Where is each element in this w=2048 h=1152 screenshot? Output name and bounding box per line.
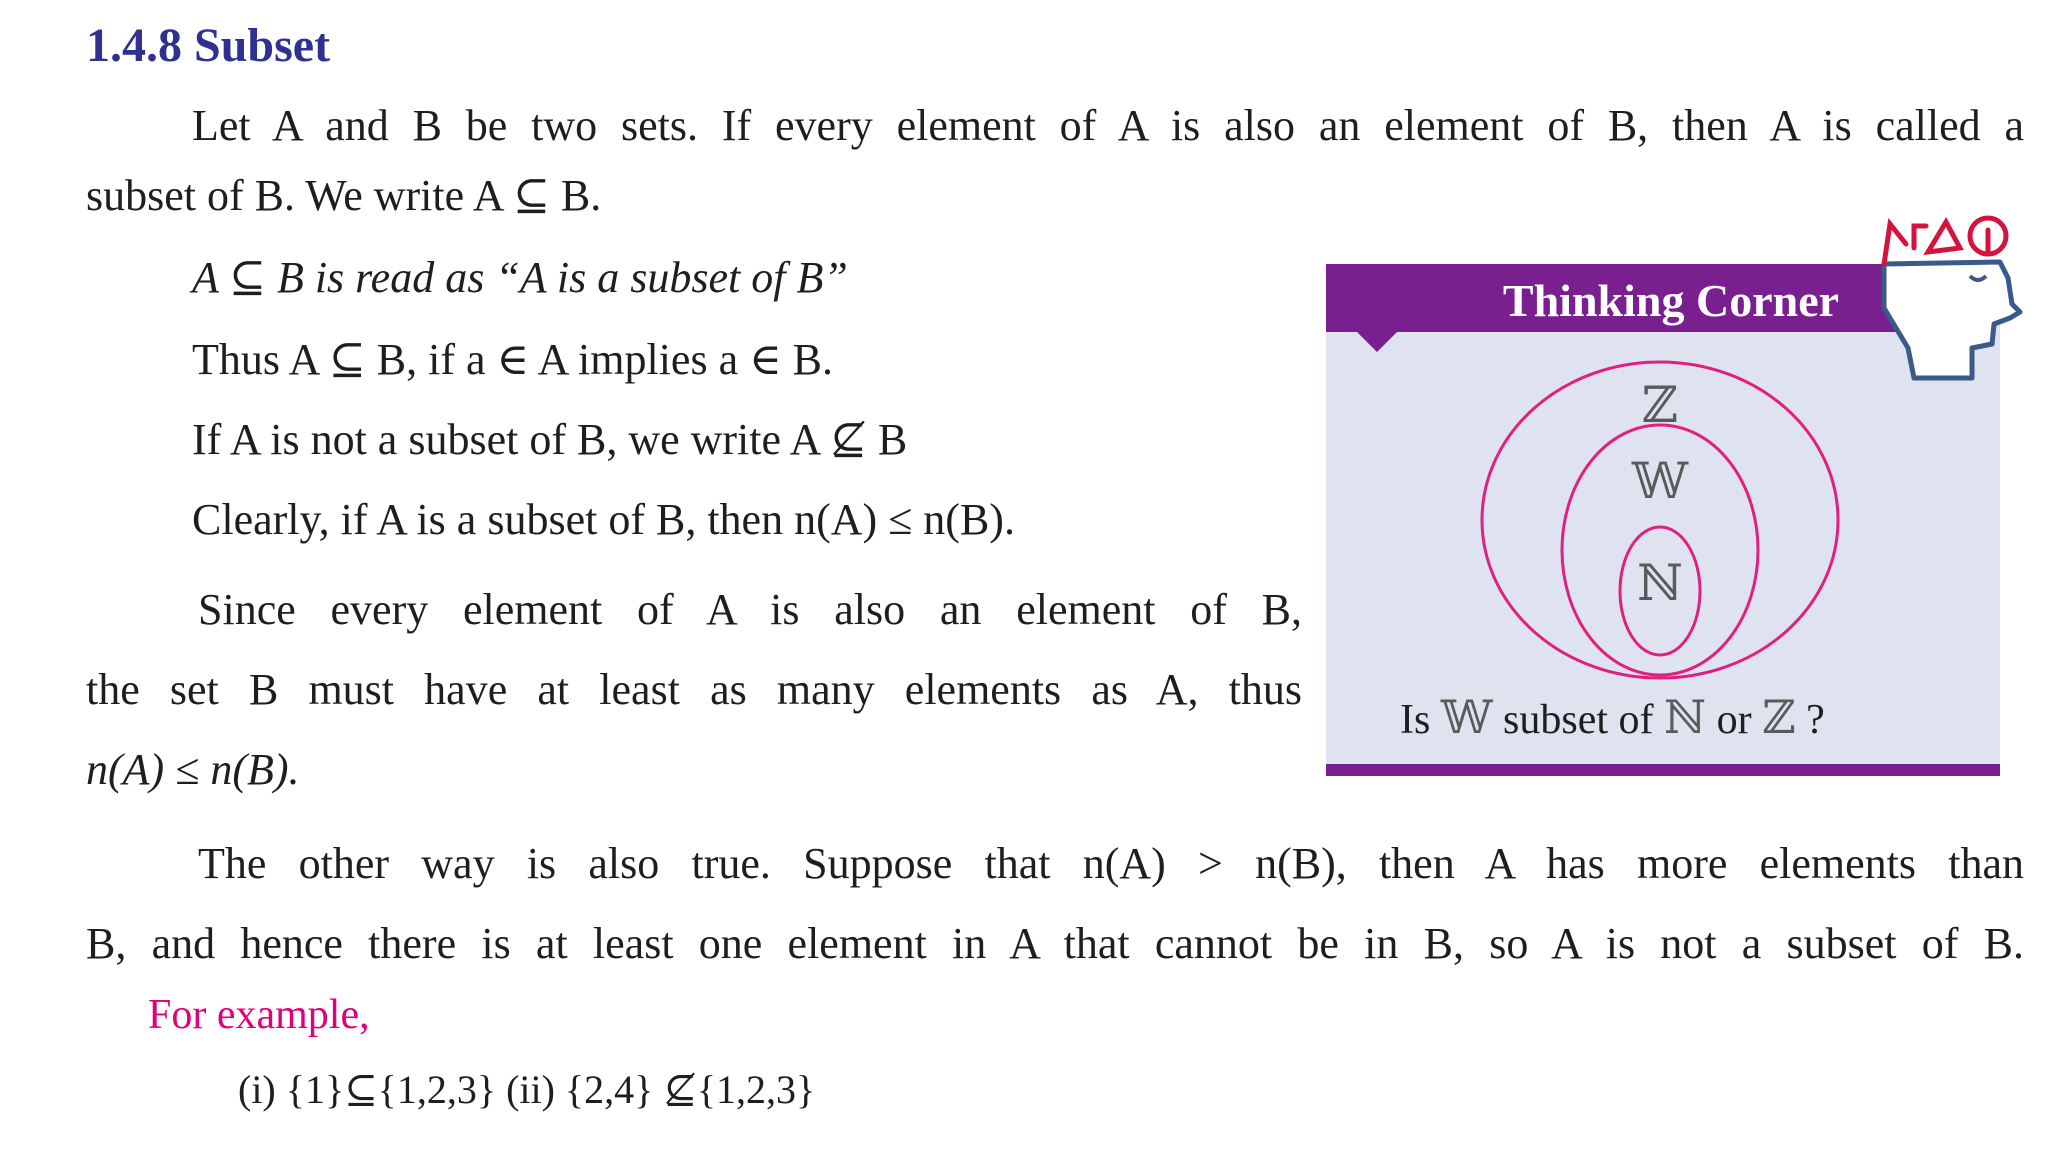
statement-cardinality: Clearly, if A is a subset of B, then n(A) ≤ n(B).: [192, 495, 1015, 544]
thinking-head-icon: [1870, 208, 2030, 388]
since-line-2: the set B must have at least as many elements as A, thus: [86, 665, 1302, 714]
question-set-z: ℤ: [1762, 690, 1796, 744]
set-w-label: 𝕎: [1631, 452, 1689, 510]
question-word: subset of: [1503, 697, 1654, 743]
since-line-3: n(A) ≤ n(B).: [86, 745, 300, 794]
other-line-1: The other way is also true. Suppose that n(A) > n(B), then A has more elements than: [198, 839, 2024, 888]
thinking-corner-question: [1400, 690, 1825, 744]
question-mark: ?: [1806, 697, 1825, 743]
question-word: or: [1716, 697, 1752, 743]
statement-not-subset: If A is not a subset of B, we write A ⊈ B: [192, 415, 908, 464]
lightbulb-icon: [1884, 218, 2006, 264]
question-set-n: ℕ: [1664, 690, 1707, 744]
question-word: Is: [1400, 697, 1431, 743]
section-heading: 1.4.8 Subset: [86, 19, 331, 72]
thinking-corner-title: Thinking Corner: [1502, 275, 1840, 326]
intro-line-2: subset of B. We write A ⊆ B.: [86, 171, 602, 220]
example-line: (i) {1}⊆{1,2,3} (ii) {2,4} ⊈{1,2,3}: [238, 1067, 816, 1112]
other-line-2: B, and hence there is at least one element in A that cannot be in B, so A is not a subset of B.: [86, 919, 2024, 968]
statement-implies: Thus A ⊆ B, if a ∈ A implies a ∈ B.: [192, 335, 834, 384]
statement-read-as: A ⊆ B is read as “A is a subset of B”: [192, 253, 848, 302]
set-n-label: ℕ: [1637, 554, 1683, 612]
example-label: For example,: [148, 992, 370, 1038]
since-line-1: Since every element of A is also an element of B,: [198, 585, 1302, 634]
set-z-label: ℤ: [1641, 376, 1679, 434]
banner-notch: [1357, 332, 1397, 352]
thinking-corner-bottom-bar: [1326, 764, 2000, 776]
intro-line-1: Let A and B be two sets. If every element of A is also an element of B, then A is called a: [192, 101, 2024, 150]
question-set-w: 𝕎: [1440, 690, 1493, 744]
